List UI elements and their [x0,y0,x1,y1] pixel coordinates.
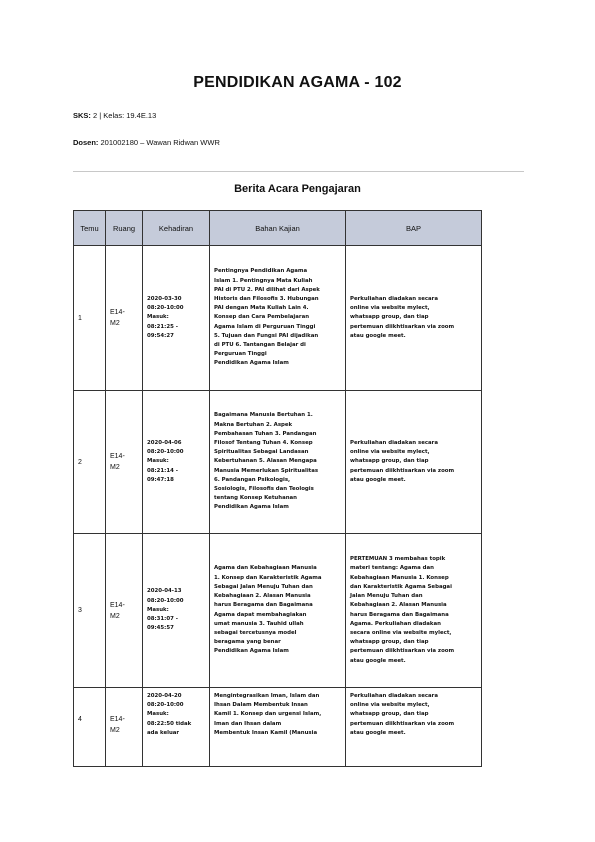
bap-cell: Perkuliahan diadakan secara online via website mylect, whatsapp group, dan tiap pertemuan diikhtisarkan via zoom atau google meet. [346,391,482,534]
bahan-kajian-cell: Mengintegrasikan Iman, Islam dan Ihsan Dalam Membentuk Insan Kamil 1. Konsep dan urgensi Islam, Iman dan Ihsan dalam Membentuk Insan Kamil (Manusia [210,688,346,767]
bahan-kajian-cell: Bagaimana Manusia Bertuhan 1. Makna Bertuhan 2. Aspek Pembahasan Tuhan 3. Pandangan Filosof Tentang Tuhan 4. Konsep Spiritualitas Sebagai Landasan Kebertuhanan 5. Alasan Mengapa Manusia Memerlukan Spiritualitas 6. Pandangan Psikologis, Sosiologis, Filosofis dan Teologis tentang Konsep Ketuhanan Pendidikan Agama Islam [210,391,346,534]
kehadiran-cell: 2020-04-06 08:20-10:00 Masuk: 08:21:14 - 09:47:18 [143,391,210,534]
col-header-ruang: Ruang [106,211,143,246]
kehadiran-cell: 2020-04-20 08:20-10:00 Masuk: 08:22:50 tidak ada keluar [143,688,210,767]
bap-cell: PERTEMUAN 3 membahas topik materi tentang: Agama dan Kebahagiaan Manusia 1. Konsep dan Karakteristik Agama Sebagai Jalan Menuju Tuhan dan Kebahagiaan 2. Alasan Manusia harus Beragama dan Bagaimana Agama. Perkuliahan diadakan secara online via website mylect, whatsapp group, dan tiap pertemuan diikhtisarkan via zoom atau google meet. [346,534,482,688]
sks-kelas-line [73,111,156,120]
temu-cell: 4 [74,688,106,767]
sks-label: SKS: [73,111,91,120]
temu-cell: 1 [74,246,106,391]
ruang-cell: E14- M2 [106,534,143,688]
table-row [74,534,482,688]
table-row [74,391,482,534]
col-header-kehadiran: Kehadiran [143,211,210,246]
page-title: PENDIDIKAN AGAMA - 102 [193,74,402,91]
kehadiran-cell: 2020-03-30 08:20-10:00 Masuk: 08:21:25 - 09:54:27 [143,246,210,391]
divider [73,171,524,172]
dosen-label: Dosen: [73,138,99,147]
col-header-bahan-kajian: Bahan Kajian [210,211,346,246]
section-title: Berita Acara Pengajaran [234,183,361,195]
bahan-kajian-cell: Pentingnya Pendidikan Agama Islam 1. Pentingnya Mata Kuliah PAI di PTU 2. PAI dilihat dari Aspek Historis dan Filosofis 3. Hubungan PAI dengan Mata Kuliah Lain 4. Konsep dan Cara Pembelajaran Agama Islam di Perguruan Tinggi 5. Tujuan dan Fungsi PAI dijadikan di PTU 6. Tantangan Belajar di Perguruan Tinggi Pendidikan Agama Islam [210,246,346,391]
dosen-value: 201002180 – Wawan Ridwan WWR [100,138,220,147]
table-header-row [74,211,482,246]
sks-value: 2 | Kelas: 19.4E.13 [93,111,157,120]
bap-cell: Perkuliahan diadakan secara online via website mylect, whatsapp group, dan tiap pertemuan diikhtisarkan via zoom atau google meet. [346,688,482,767]
dosen-line [73,138,220,147]
bahan-kajian-cell: Agama dan Kebahagiaan Manusia 1. Konsep dan Karakteristik Agama Sebagai Jalan Menuju Tuhan dan Kebahagiaan 2. Alasan Manusia harus Beragama dan Bagaimana Agama dapat membahagiakan umat manusia 3. Tauhid ullah sebagai tercetusnya model beragama yang benar Pendidikan Agama Islam [210,534,346,688]
temu-cell: 3 [74,534,106,688]
bap-table [73,210,482,767]
temu-cell: 2 [74,391,106,534]
table-row [74,688,482,767]
ruang-cell: E14- M2 [106,246,143,391]
col-header-temu: Temu [74,211,106,246]
ruang-cell: E14- M2 [106,391,143,534]
col-header-bap: BAP [346,211,482,246]
table-row [74,246,482,391]
kehadiran-cell: 2020-04-13 08:20-10:00 Masuk: 08:31:07 - 09:45:57 [143,534,210,688]
bap-cell: Perkuliahan diadakan secara online via website mylect, whatsapp group, dan tiap pertemuan diikhtisarkan via zoom atau google meet. [346,246,482,391]
ruang-cell: E14- M2 [106,688,143,767]
